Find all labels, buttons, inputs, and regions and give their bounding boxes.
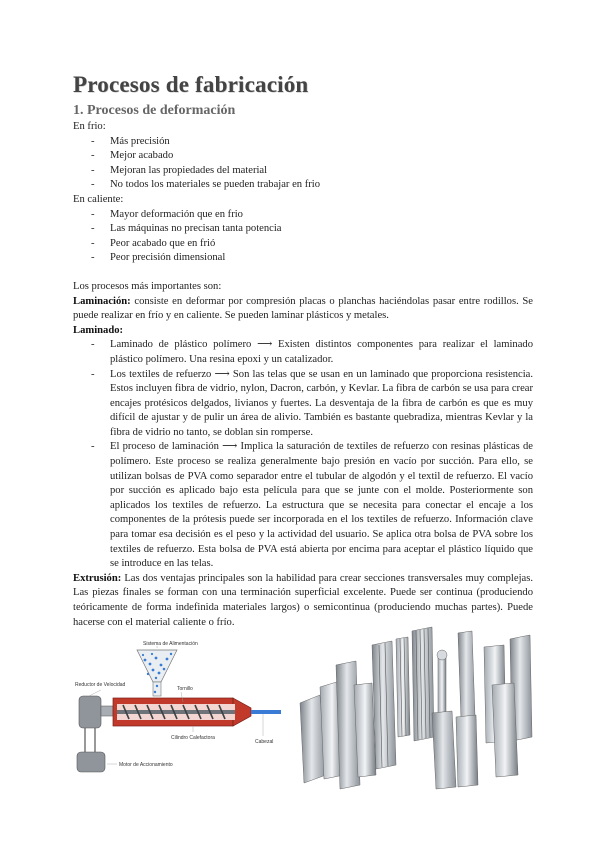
document-body	[73, 120, 533, 630]
die-head	[233, 698, 251, 726]
laminacion-paragraph	[73, 295, 533, 324]
motor-icon	[77, 752, 105, 772]
hot-list	[73, 208, 533, 266]
extruded-profiles-image	[292, 625, 538, 791]
coupling	[101, 706, 113, 716]
label-feed: Sistema de Alimentación	[143, 641, 198, 647]
label-motor: Motor de Accionamiento	[119, 762, 173, 768]
speed-reducer-icon	[79, 696, 101, 728]
list-item: - Mejoran las propiedades del material	[73, 164, 533, 179]
list-item: - Mayor deformación que en frio	[73, 208, 533, 223]
list-item: - Más precisión	[73, 135, 533, 150]
laminacion-term: Laminación:	[73, 295, 131, 307]
list-item: - Peor precisión dimensional	[73, 251, 533, 266]
laminado-term: Laminado:	[73, 324, 124, 336]
page-title: Procesos de fabricación	[73, 72, 309, 97]
list-item: - Las máquinas no precisan tanta potencia	[73, 222, 533, 237]
hopper-neck	[153, 682, 161, 696]
list-item: - Laminado de plástico polímero ⟶ Existen distintos componentes para realizar el laminado plástico polímero. Una resina epoxi y un catalizador.	[73, 338, 533, 367]
label-screw: Tornillo	[177, 686, 193, 692]
laminacion-text: consiste en deformar por compresión placas o planchas haciéndolas pasar entre rodillos. Se puede realizar en frío y en caliente. Se pueden laminar plásticos y metales.	[73, 295, 533, 322]
screw-shaft	[117, 710, 235, 714]
extrudate	[251, 710, 281, 714]
laminado-list	[73, 338, 533, 572]
cold-label: En frio:	[73, 121, 106, 132]
list-item: - No todos los materiales se pueden trabajar en frio	[73, 178, 533, 193]
label-reducer: Reductor de Velocidad	[75, 682, 126, 688]
aluminum-profiles	[300, 627, 532, 789]
section-heading: 1. Procesos de deformación	[73, 103, 236, 118]
extrusion-paragraph	[73, 572, 533, 630]
extrusion-term: Extrusión:	[73, 572, 122, 584]
list-item: - Mejor acabado	[73, 149, 533, 164]
list-item: - Los textiles de refuerzo ⟶ Son las telas que se usan en un laminado que proporciona resistencia. Estos incluyen fibra de vidrio, nylon, Dacron, carbón, y Kevlar. La fibra de carbón se usa para crear encajes protésicos delgados, livianos y fuertes. La desventaja de la fibra de carbón es que es muy difícil de ajustar y de pulir un área de alivio. También es bastante quebradiza, mientras Kevlar y la fibra de vidrio no tanto, se doblan sin romperse.	[73, 368, 533, 441]
list-item: - Peor acabado que en frió	[73, 237, 533, 252]
extrusion-text: Las dos ventajas principales son la habilidad para crear secciones transversales muy complejas. Las piezas finales se forman con una terminación superficial excelente. Puede ser continua (produciendo teóricamente de forma indefinida materiales largos) o semicontinua (produciendo muchas partes). Puede hacerse con el material caliente o frío.	[73, 572, 533, 628]
processes-intro: Los procesos más importantes son:	[73, 280, 222, 292]
list-item: - El proceso de laminación ⟶ Implica la saturación de textiles de refuerzo con resinas plásticas de polímero. Este proceso se realiza generalmente bajo presión en vacío por succión. Para ello, se utilizan bolsas de PVA como separador entre el tubular de algodón y el textil de refuerzo. El vacío por succión es aplicado bajo esta película para que se junte con el molde. Posteriormente son aplicados los textiles de refuerzo. La estructura que se necesita para conectar el encaje a los componentes de la prótesis puede ser incorporada en el los textiles de refuerzo. Información clave para tomar esa decisión es el peso y la actividad del usuario. Se aplica otra bolsa de PVA sobre los textiles de refuerzo. Esta bolsa de PVA está abierta por encima para aceptar el plástico líquido que se introduce en las telas.	[73, 440, 533, 571]
cold-list	[73, 135, 533, 193]
laminado-label	[73, 324, 533, 339]
hot-label: En caliente:	[73, 193, 124, 205]
label-barrel: Cilindro Calefactora	[171, 735, 215, 741]
label-die: Cabezal	[255, 739, 274, 745]
extruder-diagram	[73, 640, 295, 780]
